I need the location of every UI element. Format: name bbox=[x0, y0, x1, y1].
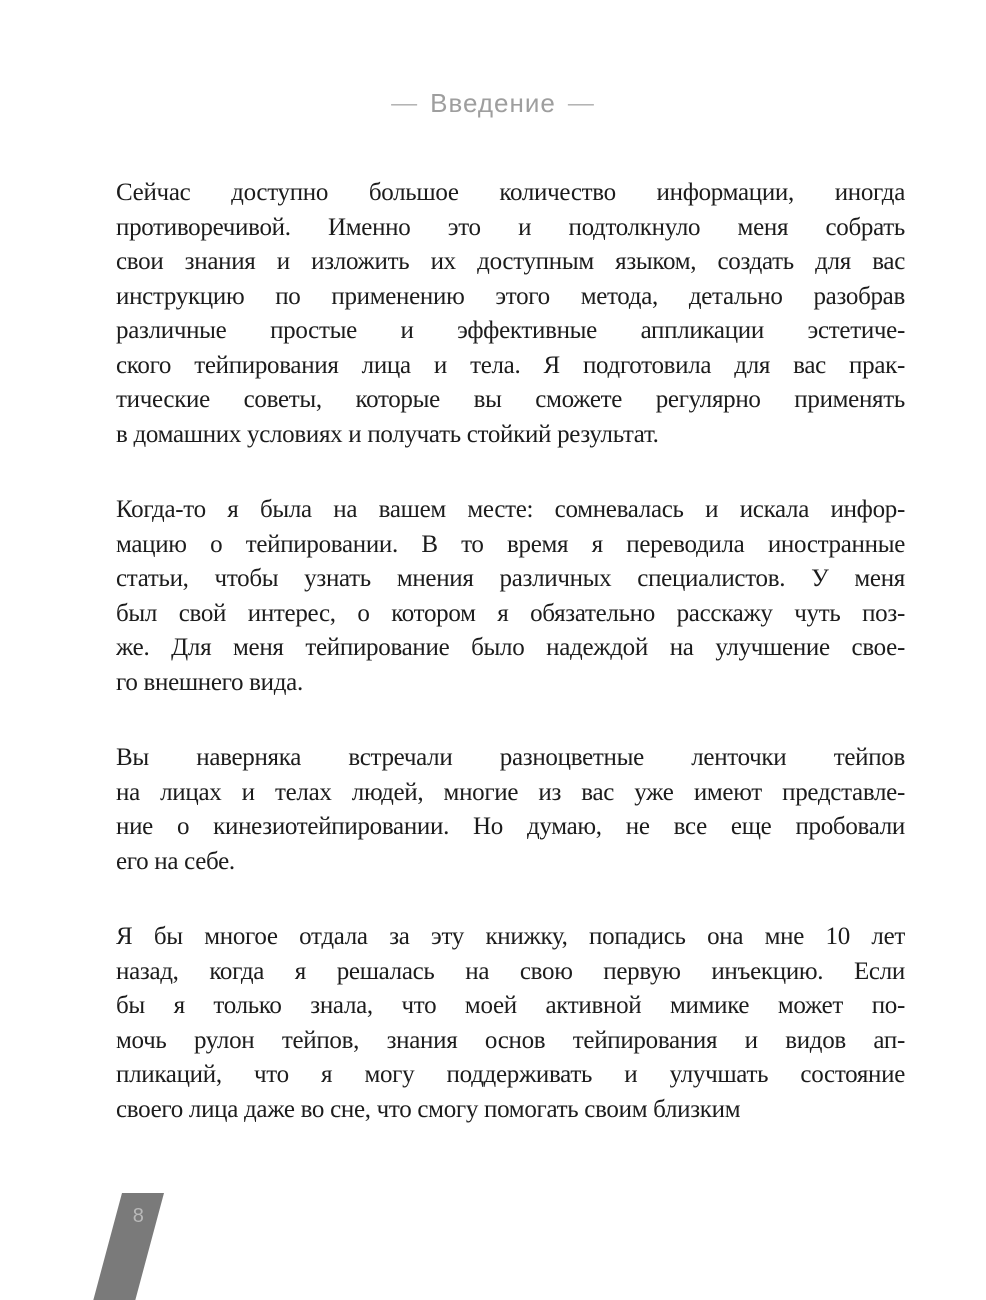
text-line: пликаций, что я могу поддерживать и улучшать состояние bbox=[116, 1061, 905, 1088]
header-dash-right: — bbox=[567, 91, 595, 115]
page-number-badge bbox=[93, 1193, 164, 1300]
chapter-header bbox=[0, 88, 986, 118]
text-line: в домашних условиях и получать стойкий результат. bbox=[116, 420, 659, 448]
body-text bbox=[116, 176, 905, 1127]
text-line: инструкцию по применению этого метода, детально разобрав bbox=[116, 282, 905, 310]
text-line: Я бы многое отдала за эту книжку, попадись она мне 10 лет bbox=[116, 923, 905, 950]
text-line: бы я только знала, что моей активной мимике может по- bbox=[116, 992, 905, 1019]
text-line: различные простые и эффективные аппликации эстетиче- bbox=[116, 317, 905, 344]
text-line: Сейчас доступно большое количество информации, иногда bbox=[116, 179, 905, 206]
page-number: 8 bbox=[132, 1205, 144, 1227]
text-line: го внешнего вида. bbox=[116, 668, 303, 696]
text-line: своего лица даже во сне, что смогу помогать своим близким bbox=[116, 1095, 741, 1123]
text-line: статьи, чтобы узнать мнения различных специалистов. У меня bbox=[116, 565, 905, 592]
text-line: на лицах и телах людей, многие из вас уже имеют представле- bbox=[116, 778, 905, 806]
text-line: ского тейпирования лица и тела. Я подготовила для вас прак- bbox=[116, 351, 905, 379]
paragraph bbox=[116, 920, 905, 1127]
text-line: свои знания и изложить их доступным языком, создать для вас bbox=[116, 248, 905, 275]
paragraph bbox=[116, 741, 905, 879]
header-dash-left: — bbox=[391, 91, 419, 115]
text-line: был свой интерес, о котором я обязательно расскажу чуть поз- bbox=[116, 599, 905, 627]
text-line: его на себе. bbox=[116, 847, 235, 875]
chapter-title: Введение bbox=[430, 88, 556, 118]
text-line: Вы наверняка встречали разноцветные ленточки тейпов bbox=[116, 744, 905, 771]
text-line: ние о кинезиотейпировании. Но думаю, не все еще пробовали bbox=[116, 813, 905, 840]
text-line: мочь рулон тейпов, знания основ тейпирования и видов ап- bbox=[116, 1026, 905, 1054]
text-line: противоречивой. Именно это и подтолкнуло меня собрать bbox=[116, 213, 905, 241]
text-line: назад, когда я решалась на свою первую инъекцию. Если bbox=[116, 957, 905, 985]
text-line: тические советы, которые вы сможете регулярно применять bbox=[116, 386, 905, 413]
text-line: Когда-то я была на вашем месте: сомневалась и искала инфор- bbox=[116, 496, 905, 523]
text-line: мацию о тейпировании. В то время я переводила иностранные bbox=[116, 530, 905, 558]
paragraph bbox=[116, 176, 905, 452]
paragraph bbox=[116, 493, 905, 700]
text-line: же. Для меня тейпирование было надеждой на улучшение свое- bbox=[116, 634, 905, 661]
